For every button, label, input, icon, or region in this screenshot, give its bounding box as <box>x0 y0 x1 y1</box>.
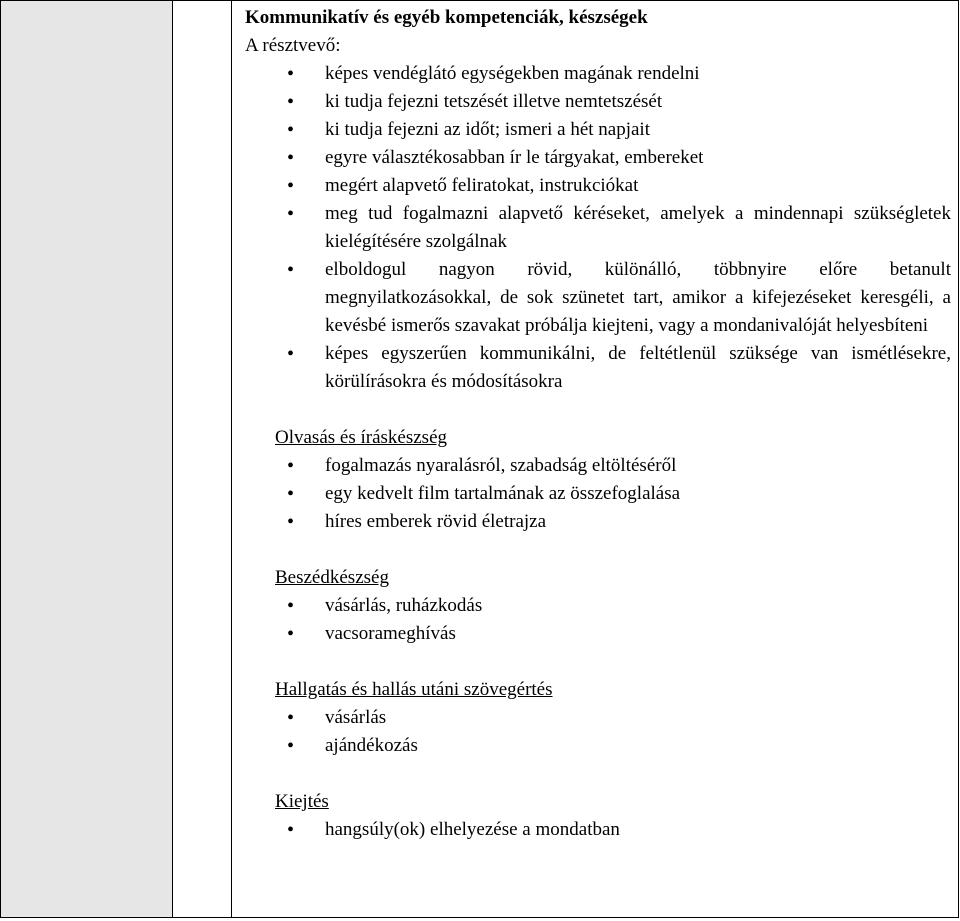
list-item: • vásárlás <box>245 704 951 732</box>
list-item: • elboldogul nagyon rövid, különálló, többnyire előre betanult megnyilatkozásokkal, de sok szünetet tart, amikor a kifejezéseket keresgéli, a kevésbé ismerős szavakat próbálja kiejteni, vagy a mondanivalóját helyesbíteni <box>245 256 951 340</box>
intro-text: A résztvevő: <box>245 35 341 56</box>
speaking-list <box>245 592 951 648</box>
list-item: • fogalmazás nyaralásról, szabadság eltöltéséről <box>245 452 951 480</box>
listening-heading: Hallgatás és hallás utáni szövegértés <box>275 679 553 700</box>
speaking-heading: Beszédkészség <box>275 567 389 588</box>
list-item: • meg tud fogalmazni alapvető kéréseket, amelyek a mindennapi szükségletek kielégítésére szolgálnak <box>245 200 951 256</box>
listening-list <box>245 704 951 760</box>
list-item: • megért alapvető feliratokat, instrukciókat <box>245 172 951 200</box>
reading-heading: Olvasás és íráskészség <box>275 427 448 448</box>
list-item: • ki tudja fejezni tetszését illetve nemtetszését <box>245 88 951 116</box>
list-item: • egyre választékosabban ír le tárgyakat, embereket <box>245 144 951 172</box>
list-item: • képes vendéglátó egységekben magának rendelni <box>245 60 951 88</box>
list-item: • vacsorameghívás <box>245 620 951 648</box>
table-cell-empty <box>173 0 232 918</box>
list-item: • egy kedvelt film tartalmának az összefoglalása <box>245 480 951 508</box>
pronunciation-list <box>245 816 951 844</box>
list-item: • vásárlás, ruházkodás <box>245 592 951 620</box>
table-cell-shaded <box>0 0 173 918</box>
list-item: • ki tudja fejezni az időt; ismeri a hét napjait <box>245 116 951 144</box>
section-title: Kommunikatív és egyéb kompetenciák, készségek <box>245 7 648 28</box>
competency-list <box>245 60 951 396</box>
content-cell-text <box>245 4 951 844</box>
list-item: • híres emberek rövid életrajza <box>245 508 951 536</box>
list-item: • képes egyszerűen kommunikálni, de feltétlenül szüksége van ismétlésekre, körülírásokra és módosításokra <box>245 340 951 396</box>
pronunciation-heading: Kiejtés <box>275 791 329 812</box>
list-item: • hangsúly(ok) elhelyezése a mondatban <box>245 816 951 844</box>
reading-list <box>245 452 951 536</box>
list-item: • ajándékozás <box>245 732 951 760</box>
